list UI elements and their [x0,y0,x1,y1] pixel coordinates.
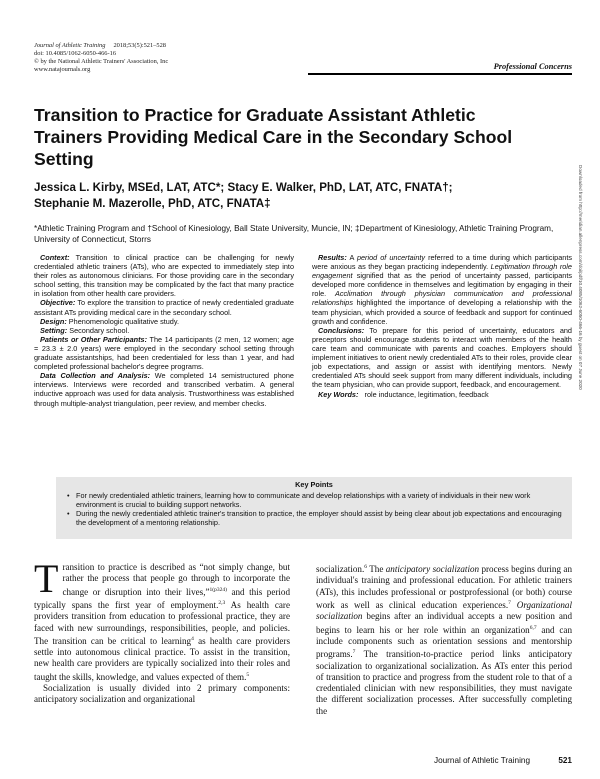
design-label: Design: [40,316,67,326]
results-text-c: signified that as the period of uncertainty passed, participants developed more confidence in themselves and legitimation by engaging in their role. [312,271,572,299]
setting-text: Secondary school. [69,325,130,335]
drop-cap: T [34,556,59,601]
citation-ref[interactable]: 7 [508,599,511,606]
patients-label: Patients or Other Participants: [40,334,148,344]
article-title: Transition to Practice for Graduate Assistant Athletic Trainers Providing Medical Care in the Secondary School Setting [34,105,513,169]
copyright: © by the National Athletic Trainers' Association, Inc [34,58,169,65]
context-label: Context: [40,253,70,262]
design-text: Phenomenologic qualitative study. [68,316,179,326]
abstract-left [34,253,294,408]
results-text-b: referred to a time during which participants were anxious as they began practicing independently. [312,253,572,272]
header-rule [308,73,572,75]
results-term-3: Acclimation through physician communication and professional relationships [312,289,572,308]
body-text: and can include components such as orientation sessions and mentorship programs. [316,624,573,660]
body-text: ransition to practice is described as “not simply change, but rather the process that people go through to incorporate the change or disruption into their lives,” [62,562,290,597]
citation-ref[interactable]: 6,7 [529,624,537,631]
body-text: process begins during an individual's training and professional education. For athletic trainers (ATs), this includes professional or postprofessional (or both) course work as well as clinical education experiences. [316,564,572,610]
journal-name: Journal of Athletic Training [34,42,106,49]
download-watermark [578,165,588,525]
website[interactable]: www.natajournals.org [34,66,91,73]
body-paragraph: Socialization is usually divided into 2 primary components: anticipatory socialization and organizational [34,683,290,705]
objective-text: To explore the transition to practice of newly credentialed graduate assistant ATs providing medical care in the secondary school. [34,298,294,317]
results-term-2: Legitimation through role engagement [312,262,572,281]
results-term-1: period of uncertainty [356,253,426,262]
citation-ref[interactable]: 4 [191,635,194,642]
body-text: The transition-to-practice period links anticipatory socialization to organizational socialization. As ATs enter this period of transition to practice and progress from the student role to that of a credentialed clinician with new responsibilities, they must navigate the different socialization processes. After successfully completing the [316,649,572,716]
affiliation: *Athletic Training Program and †School of Kinesiology, Ball State University, Muncie, IN; ‡Department of Kinesiology, Athletic Training Program, University of Connecticut, Storrs [34,224,554,244]
conclusions-label: Conclusions: [318,325,365,335]
download-watermark-text: Downloaded from http://meridian.allenpress.com/doi/pdf/10.4085/1062-6050-466-16 by guest on 07 June 2020 [578,165,583,390]
section-label: Professional Concerns [493,62,572,71]
results-text-a: A [349,253,357,262]
key-point-item: • For newly credentialed athletic trainers, learning how to communicate and develop relationships with a variety of individuals in their new work environment is crucial to building support networks. [64,491,564,509]
conclusions-text: To prepare for this period of uncertainty, educators and preceptors should encourage students to interact with members of the health care team and communicate with parents and coaches. Employers should implement initiatives to orient newly credentialed ATs to their roles, provide clear job expectations, and assign or assist with identifying mentors. Newly credentialed ATs should seek support from many different individuals, including the team physician, who can provide support, feedback, and encouragement. [312,325,572,390]
objective-label: Objective: [40,298,76,308]
results-text-d: highlighted the importance of developing a relationship with the team physician, which provided a source of feedback and support for continued growth and confidence. [312,298,572,326]
body-text: and this period typically spans the first year of employment. [34,586,291,610]
results-label: Results: [318,253,347,262]
authors [34,180,554,211]
citation-ref[interactable]: 5 [246,671,250,678]
authors-line-2: Stephanie M. Mazerolle, PhD, ATC, FNATA‡ [34,196,271,210]
body-text: as health care providers settle into autonomous clinical practice. To assist in the transition, new health care providers are typically socialized into their roles and taught the skills, knowledge, and values expected of them. [34,635,290,682]
key-point-item: • During the newly credentialed athletic trainer's transition to practice, the employer should assist by being clear about job expectations and encouraging the development of a mentoring relationship. [64,509,564,527]
keywords-label: Key Words: [318,390,359,400]
patients-text: The 14 participants (2 men, 12 women; age = 23.3 ± 2.0 years) were employed in the secondary school setting through graduate assistantships, had been credentialed for less than 1 year, and had completed professional bachelor's degree programs. [34,334,294,372]
body-text: begins after an individual accepts a new position and begins to learn his or her role within an organization [316,611,572,635]
body-term: anticipatory socialization [385,564,480,575]
body-column-right [316,562,572,717]
body-column-left [34,556,291,706]
doi[interactable]: doi: 10.4085/1062-6050-466-16 [34,50,117,57]
citation-ref[interactable]: 2,3 [218,599,226,606]
citation: 2018;53(5):521–528 [113,42,166,49]
context-text: Transition to clinical practice can be challenging for newly credentialed athletic trainers (ATs), who are expected to immediately step into their roles as autonomous clinicians. For those providing care in the secondary school setting, this transition may be complicated by the fact that many practice in isolation from other health care providers. [34,253,294,299]
data-label: Data Collection and Analysis: [40,371,151,381]
body-text: As health care providers transition from education to professional practice, they are faced with new surroundings, responsibilities, people, and policies. The transition can be critical to learning [34,599,290,646]
journal-header [34,42,304,74]
abstract-right [312,253,572,400]
footer-journal: Journal of Athletic Training [433,756,530,765]
page-number: 521 [558,756,572,765]
setting-label: Setting: [40,325,68,335]
keywords-text: role inductance, legitimation, feedback [364,390,489,400]
page-footer [300,756,572,768]
body-term: Organizational socialization [316,599,572,622]
data-text: We completed 14 semistructured phone interviews. Interviews were recorded and transcribed verbatim. A general inductive approach was used for data analysis. Trustworthiness was established through multiple-analyst triangulation, peer review, and member checks. [34,371,294,408]
key-points-title: Key Points [295,480,333,489]
key-points-box [56,477,572,539]
citation-ref[interactable]: 7 [352,649,356,656]
authors-line-1: Jessica L. Kirby, MSEd, LAT, ATC*; Stacy E. Walker, PhD, LAT, ATC, FNATA†; [34,181,453,194]
citation-ref[interactable]: 1(p324) [209,586,227,593]
citation-ref[interactable]: 6 [364,564,367,570]
body-text: socialization. [316,564,365,575]
body-text: The [366,564,386,575]
